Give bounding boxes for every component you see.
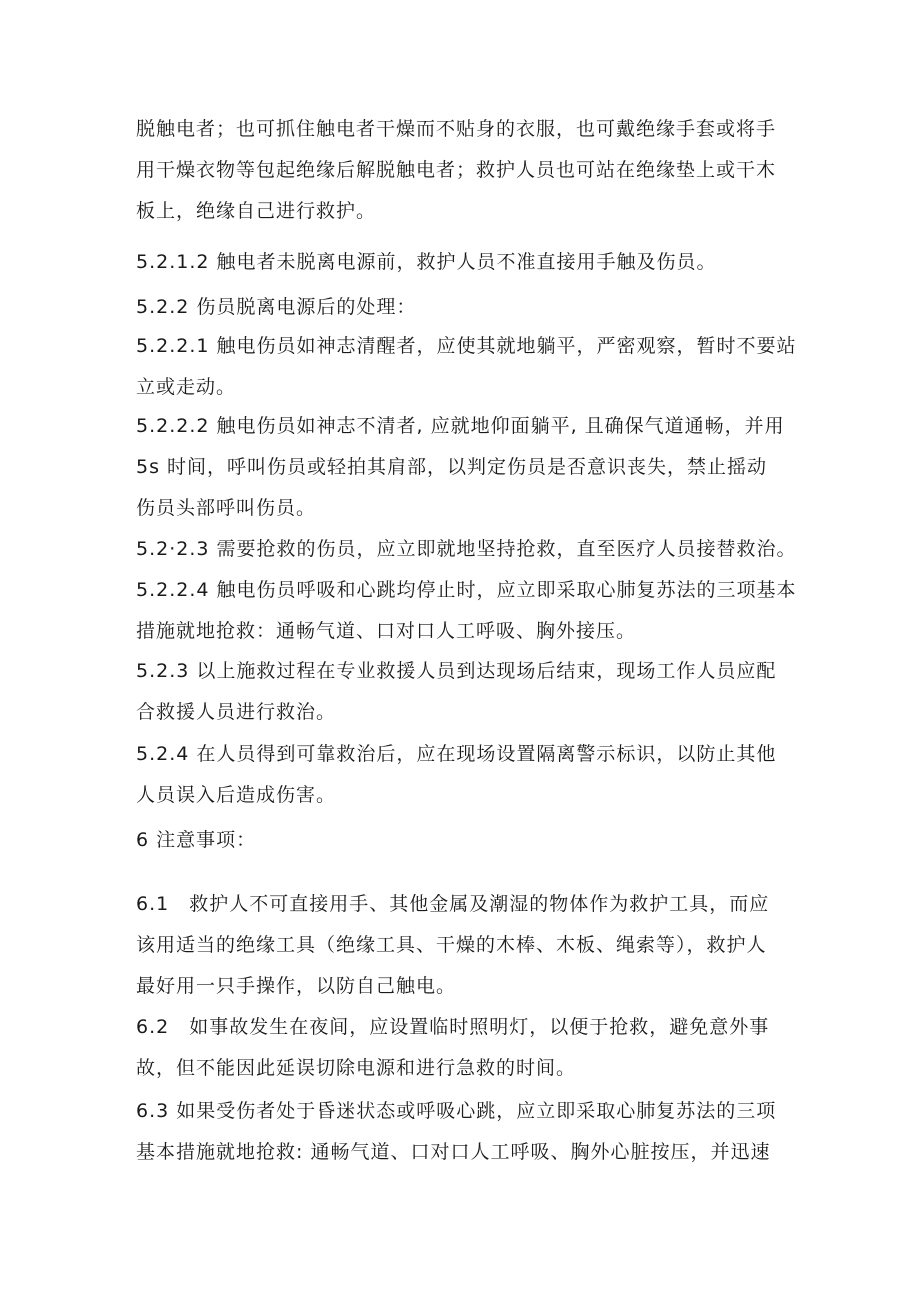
text-line: 5.2.1.2 触电者未脱离电源前，救护人员不准直接用手触及伤员。 (136, 251, 717, 273)
text-line: 伤员头部呼叫伤员。 (136, 497, 317, 519)
section-heading-6 (136, 820, 796, 861)
text-line: 5.2.2.2 触电伤员如神志不清者, 应就地仰面躺平, 且确保气道通畅，并用 (136, 415, 785, 437)
text-line: 6 注意事项： (136, 829, 257, 851)
item-5-2-2-4 (136, 570, 796, 652)
item-5-2-2-3 (136, 529, 796, 570)
item-6-3 (136, 1091, 796, 1173)
text-line: 板上，绝缘自己进行救护。 (136, 200, 377, 222)
item-5-2-2-1 (136, 326, 796, 408)
item-6-2 (136, 1007, 796, 1089)
text-line: 5.2.2.4 触电伤员呼吸和心跳均停止时，应立即采取心肺复苏法的三项基本 (136, 579, 797, 601)
item-5-2-1-2 (136, 242, 796, 283)
text-line: 措施就地抢救：通畅气道、口对口人工呼吸、胸外接压。 (136, 620, 637, 642)
item-5-2-3 (136, 651, 796, 733)
text-line: 5s 时间，呼叫伤员或轻拍其肩部，以判定伤员是否意识丧失，禁止摇动 (136, 456, 768, 478)
text-line: 6.3 如果受伤者处于昏迷状态或呼吸心跳，应立即采取心肺复苏法的三项 (136, 1100, 777, 1122)
text-line: 合救援人员进行救治。 (136, 701, 337, 723)
text-line: 该用适当的绝缘工具（绝缘工具、干燥的木棒、木板、绳索等），救护人 (136, 934, 767, 956)
text-line: 5.2.4 在人员得到可靠救治后，应在现场设置隔离警示标识，以防止其他 (136, 743, 777, 765)
text-line: 6.2 如事故发生在夜间，应设置临时照明灯，以便于抢救，避免意外事 (136, 1016, 770, 1038)
item-5-2-4 (136, 734, 796, 816)
item-6-1 (136, 884, 796, 1007)
text-line: 5.2.3 以上施救过程在专业救援人员到达现场后结束，现场工作人员应配 (136, 660, 777, 682)
item-5-2-2 (136, 287, 796, 328)
text-line: 5.2.2 伤员脱离电源后的处理： (136, 296, 417, 318)
item-5-2-2-2 (136, 406, 796, 529)
text-line: 6.1 救护人不可直接用手、其他金属及潮湿的物体作为救护工具，而应 (136, 893, 770, 915)
text-line: 人员误入后造成伤害。 (136, 784, 337, 806)
text-line: 故，但不能因此延误切除电源和进行急救的时间。 (136, 1057, 577, 1079)
text-line: 基本措施就地抢救: 通畅气道、口对口人工呼吸、胸外心脏按压，并迅速 (136, 1141, 771, 1163)
text-line: 立或走动。 (136, 376, 237, 398)
text-line: 用干燥衣物等包起绝缘后解脱触电者；救护人员也可站在绝缘垫上或干木 (136, 159, 777, 181)
paragraph-continued (136, 109, 796, 232)
text-line: 5.2·2.3 需要抢救的伤员，应立即就地坚持抢救，直至医疗人员接替救治。 (136, 538, 797, 560)
text-line: 5.2.2.1 触电伤员如神志清醒者，应使其就地躺平，严密观察，暂时不要站 (136, 335, 797, 357)
text-line: 最好用一只手操作，以防自己触电。 (136, 975, 457, 997)
text-line: 脱触电者；也可抓住触电者干燥而不贴身的衣服，也可戴绝缘手套或将手 (136, 118, 777, 140)
